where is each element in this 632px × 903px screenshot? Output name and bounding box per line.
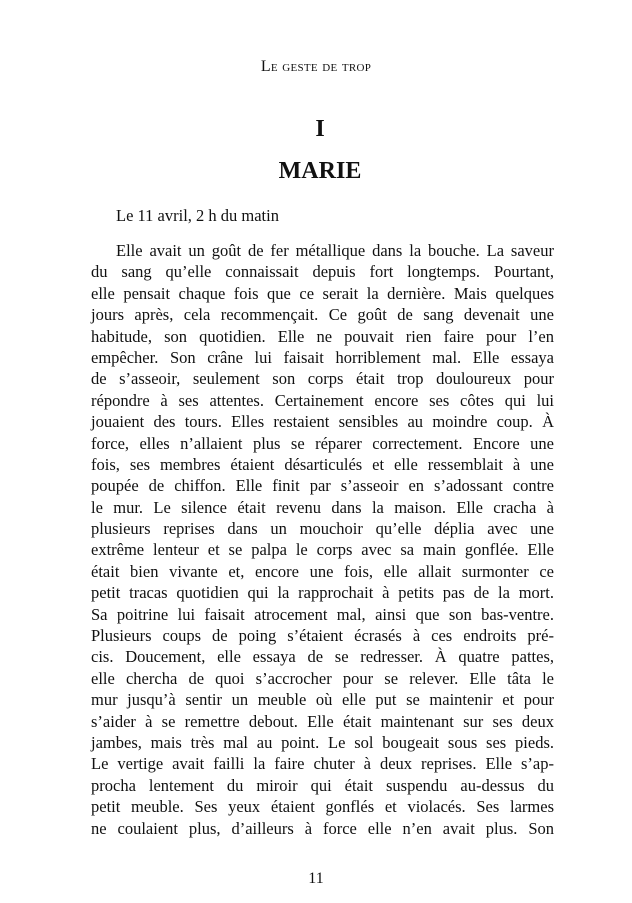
text-line: empêcher. Son crâne lui faisait horriblement mal. Elle essaya	[91, 347, 554, 367]
text-line: de s’asseoir, seulement son corps était trop douloureux pour	[91, 369, 554, 389]
text-line: répondre à ses attentes. Certainement encore ses côtes qui lui	[91, 390, 554, 410]
text-line: procha lentement du miroir qui était suspendu au-dessus du	[91, 775, 554, 795]
text-line: ne coulaient plus, d’ailleurs à force elle n’en avait plus. Son	[91, 818, 554, 838]
text-line: elle chercha de quoi s’accrocher pour se relever. Elle tâta le	[91, 668, 554, 688]
text-line: elle pensait chaque fois que ce serait la dernière. Mais quelques	[91, 283, 554, 303]
text-line: petit meuble. Ses yeux étaient gonflés et violacés. Ses larmes	[91, 797, 554, 817]
dateline: Le 11 avril, 2 h du matin	[116, 206, 279, 225]
text-line: jambes, mais très mal au point. Le sol bougeait sous ses pieds.	[91, 732, 554, 752]
text-line: poupée de chiffon. Elle finit par s’asseoir en s’adossant contre	[91, 476, 554, 496]
text-line: s’aider à se remettre debout. Elle était maintenant sur ses deux	[91, 711, 554, 731]
text-line: Le vertige avait failli la faire chuter à deux reprises. Elle s’ap-	[91, 754, 554, 774]
chapter-number: I	[315, 116, 325, 142]
text-line: habitude, son quotidien. Elle ne pouvait rien faire pour l’en	[91, 326, 554, 346]
text-line: Plusieurs coups de poing s’étaient écrasés à ces endroits pré-	[91, 626, 554, 646]
text-line: cis. Doucement, elle essaya de se redresser. À quatre pattes,	[91, 647, 554, 667]
text-line: jouaient des tours. Elles restaient sensibles au moindre coup. À	[91, 412, 554, 432]
body-text	[91, 240, 554, 839]
text-line: fois, ses membres étaient désarticulés et elle ressemblait à une	[91, 454, 554, 474]
text-line: plusieurs reprises dans un mouchoir qu’elle déplia avec une	[91, 519, 554, 539]
page-number: 11	[308, 870, 324, 887]
text-line: le mur. Le silence était revenu dans la maison. Elle cracha à	[91, 497, 554, 517]
text-line: Sa poitrine lui faisait atrocement mal, ainsi que son bas-ventre.	[91, 604, 554, 624]
text-line: Elle avait un goût de fer métallique dans la bouche. La saveur	[116, 241, 554, 260]
text-line: mur jusqu’à sentir un meuble où elle put se maintenir et pour	[91, 690, 554, 710]
text-line: extrême lenteur et se palpa le corps avec sa main gonflée. Elle	[91, 540, 554, 560]
text-line: petit tracas quotidien qui la rapprochait à petits pas de la mort.	[91, 583, 554, 603]
chapter-title: MARIE	[278, 158, 362, 184]
running-head: Le geste de trop	[260, 58, 372, 75]
text-line: du sang qu’elle connaissait depuis fort longtemps. Pourtant,	[91, 262, 554, 282]
text-line: jours après, cela recommençait. Ce goût de sang devenait une	[91, 305, 554, 325]
text-line: force, elles n’allaient plus se réparer correctement. Encore une	[91, 433, 554, 453]
text-line: était bien vivante et, encore une fois, elle allait surmonter ce	[91, 561, 554, 581]
